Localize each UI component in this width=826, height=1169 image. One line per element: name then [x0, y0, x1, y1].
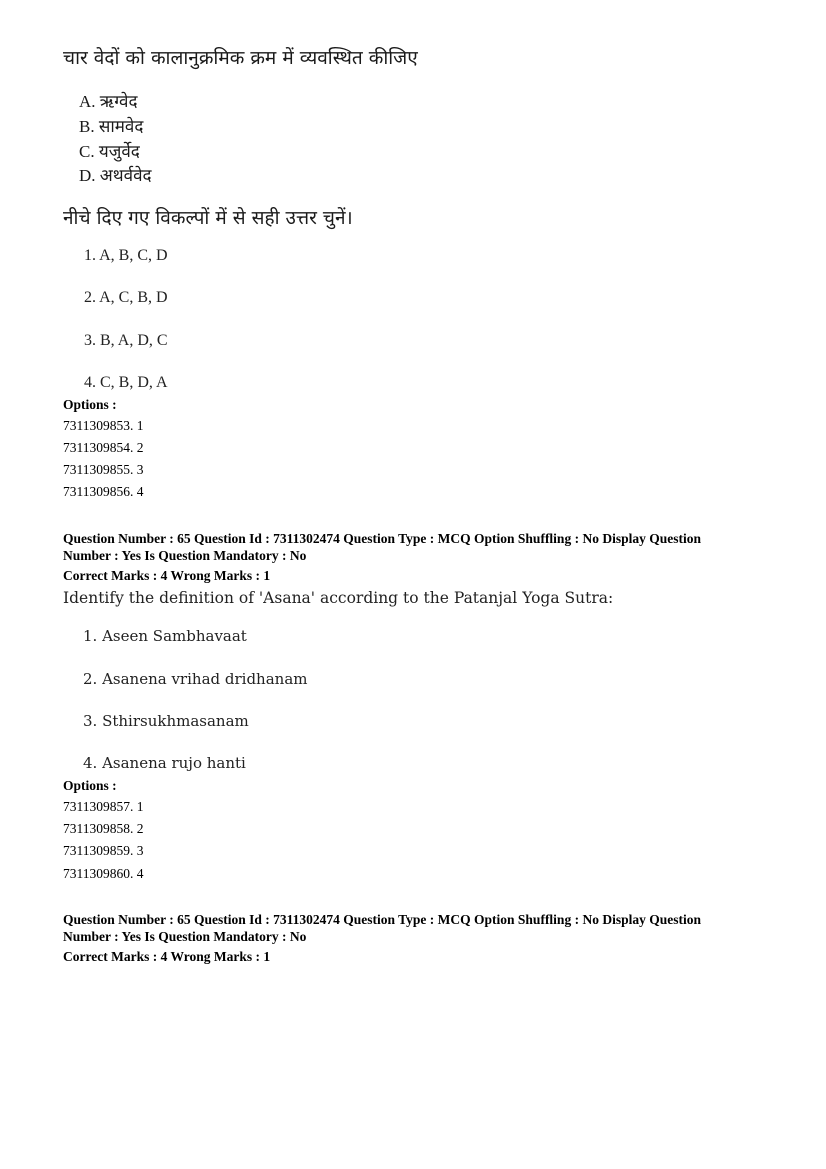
- options-label: Options :: [63, 397, 117, 412]
- answer-choice: 2. Asanena vrihad dridhanam: [83, 670, 308, 688]
- item-letter: B.: [79, 117, 95, 136]
- item-letter: C.: [79, 142, 95, 161]
- option-id: 7311309857. 1: [63, 799, 144, 814]
- list-item: [79, 89, 138, 112]
- answer-choice: 1. Aseen Sambhavaat: [83, 627, 247, 645]
- option-id: 7311309858. 2: [63, 821, 144, 836]
- answer-choice: 1. A, B, C, D: [84, 247, 168, 264]
- item-letter: A.: [79, 92, 96, 111]
- answer-choice: 4. C, B, D, A: [84, 374, 168, 391]
- item-text: यजुर्वेद: [98, 142, 140, 162]
- item-text: ऋग्वेद: [99, 92, 138, 112]
- option-id: 7311309854. 2: [63, 440, 144, 455]
- question-stem: Identify the definition of 'Asana' according to the Patanjal Yoga Sutra:: [63, 589, 614, 607]
- question-meta: Question Number : 65 Question Id : 7311302474 Question Type : MCQ Option Shuffling : No Display Question: [63, 531, 701, 546]
- list-item: [79, 163, 152, 186]
- question-instruction: नीचे दिए गए विकल्पों में से सही उत्तर चुनें।: [63, 207, 353, 229]
- item-text: सामवेद: [98, 117, 144, 137]
- option-id: 7311309859. 3: [63, 843, 144, 858]
- option-id: 7311309860. 4: [63, 866, 144, 881]
- question-meta: Number : Yes Is Question Mandatory : No: [63, 929, 307, 944]
- question-stem: चार वेदों को कालानुक्रमिक क्रम में व्यवस्थित कीजिए: [63, 47, 418, 69]
- list-item: [79, 139, 140, 162]
- item-text: अथर्ववेद: [99, 166, 152, 186]
- answer-choice: 3. Sthirsukhmasanam: [83, 712, 249, 730]
- question-meta: Number : Yes Is Question Mandatory : No: [63, 548, 307, 563]
- options-label: Options :: [63, 778, 117, 793]
- question-meta: Question Number : 65 Question Id : 7311302474 Question Type : MCQ Option Shuffling : No Display Question: [63, 912, 701, 927]
- item-letter: D.: [79, 166, 96, 185]
- answer-choice: 2. A, C, B, D: [84, 289, 168, 306]
- list-item: [79, 114, 143, 137]
- answer-choice: 4. Asanena rujo hanti: [83, 754, 246, 772]
- marks-meta: Correct Marks : 4 Wrong Marks : 1: [63, 949, 271, 964]
- marks-meta: Correct Marks : 4 Wrong Marks : 1: [63, 568, 271, 583]
- option-id: 7311309853. 1: [63, 418, 144, 433]
- option-id: 7311309856. 4: [63, 484, 144, 499]
- option-id: 7311309855. 3: [63, 462, 144, 477]
- answer-choice: 3. B, A, D, C: [84, 332, 168, 349]
